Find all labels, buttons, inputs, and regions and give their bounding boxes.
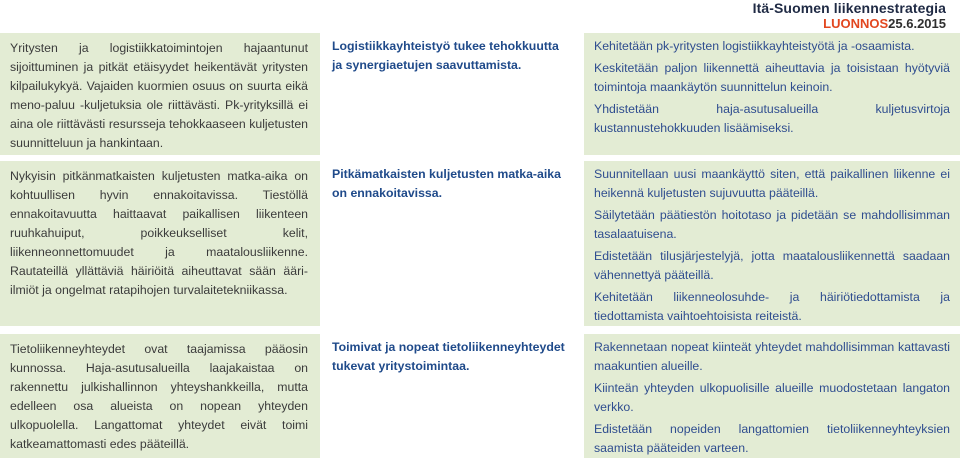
table-row xyxy=(0,158,960,330)
action-item: Edistetään nopeiden langattomien tietoliikenneyhteyksien saamista pääteiden varteen. xyxy=(594,422,950,455)
document-title: Itä-Suomen liikennestrategia xyxy=(752,0,946,16)
goal-cell xyxy=(320,330,584,458)
action-item: Suunnitellaan uusi maankäyttö siten, että paikallinen liikenne ei heikennä kuljetusten sujuvuutta pääteillä. xyxy=(594,167,950,200)
actions-cell xyxy=(584,330,960,458)
document-header xyxy=(753,0,946,32)
goal-cell xyxy=(320,33,584,158)
challenge-text: Nykyisin pitkänmatkaisten kuljetusten matka-aika on kohtuullisen hyvin ennakoitavissa. Tiestöllä ennakoitavuutta haittaavat paikallisen liikenteen ruuhkahuiput, poikkeukselliset kelit, liikenneonnettomuudet ja maatalousliikenne. Rautateillä yllättäviä häiriöitä aiheuttavat sään ääri-ilmiöt ja ongelmat ratapihojen turvalaitetekniikassa. xyxy=(10,169,308,297)
table-row xyxy=(0,330,960,458)
action-item: Rakennetaan nopeat kiinteät yhteydet mahdollisimman kattavasti maakuntien alueille. xyxy=(594,340,950,373)
actions-cell xyxy=(584,158,960,330)
table-row xyxy=(0,33,960,158)
action-item: Kehitetään pk-yritysten logistiikkayhteistyötä ja -osaamista. xyxy=(594,39,915,53)
challenge-cell xyxy=(0,33,320,158)
challenge-text: Tietoliikenneyhteydet ovat taajamissa pääosin kunnossa. Haja-asutusalueilla laajakaistaa on rakennettu julkishallinnon yhteyshankkeilla, mutta edelleen osa alueista on nopean yhteyden ulkopuolella. Langattomat yhteydet eivät toimi katkeamattomasti edes pääteillä. xyxy=(10,342,308,451)
goal-text: Logistiikkayhteistyö tukee tehokkuutta ja synergiaetujen saavuttamista. xyxy=(332,39,559,72)
goal-text: Toimivat ja nopeat tietoliikenneyhteydet tukevat yritystoimintaa. xyxy=(332,340,565,373)
challenge-cell xyxy=(0,330,320,458)
challenge-text: Yritysten ja logistiikkatoimintojen hajaantunut sijoittuminen ja pitkät etäisyydet heikentävät yritysten kilpailukykyä. Vajaiden kuormien osuus on suurta eikä meno-paluu -kuljetuksia ole riittävästi. Pk-yrityksillä ei aina ole riittävästi resursseja tehokkaaseen kuljetusten suunnitteluun ja hankintaan. xyxy=(10,41,308,150)
draft-date: 25.6.2015 xyxy=(888,16,946,31)
action-item: Kehitetään liikenneolosuhde- ja häiriötiedottamista ja tiedottamista vaihtoehtoisista reiteistä. xyxy=(594,290,950,323)
goal-cell xyxy=(320,158,584,330)
action-item: Säilytetään päätiestön hoitotaso ja pidetään se mahdollisimman tasalaatuisena. xyxy=(594,208,950,241)
strategy-table xyxy=(0,33,960,458)
draft-line xyxy=(753,16,946,32)
challenge-cell xyxy=(0,158,320,330)
action-item: Edistetään tilusjärjestelyjä, jotta maatalousliikennettä saadaan vähennettyä pääteillä. xyxy=(594,249,950,282)
action-item: Yhdistetään haja-asutusalueilla kuljetusvirtoja kustannustehokkuuden lisäämiseksi. xyxy=(594,102,950,135)
draft-label: LUONNOS xyxy=(823,16,889,31)
action-item: Keskitetään paljon liikennettä aiheuttavia ja toisistaan hyötyviä toimintoja maankäytön suunnittelun keinoin. xyxy=(594,61,950,94)
goal-text: Pitkämatkaisten kuljetusten matka-aika on ennakoitavissa. xyxy=(332,167,561,200)
actions-cell xyxy=(584,33,960,158)
action-item: Kiinteän yhteyden ulkopuolisille alueille muodostetaan langaton verkko. xyxy=(594,381,950,414)
